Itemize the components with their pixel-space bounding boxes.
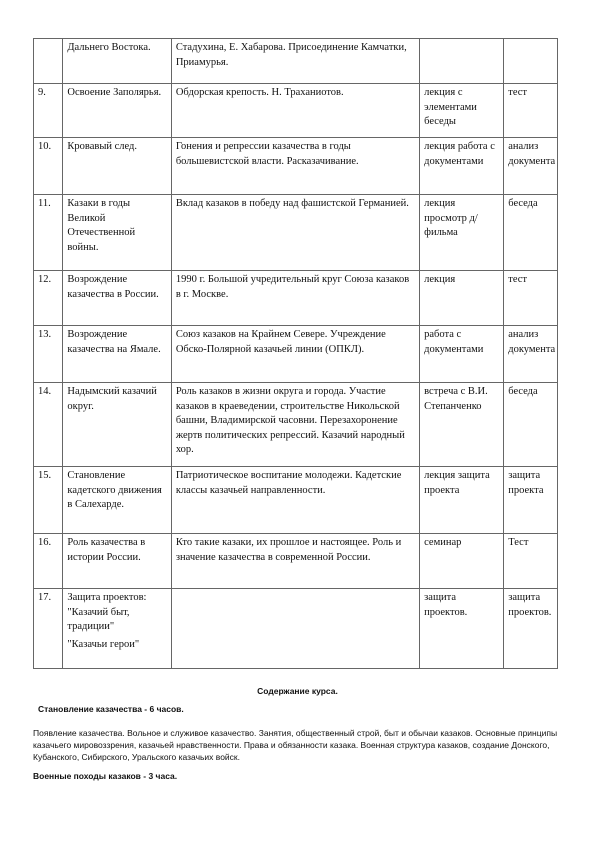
row-topic: Возрождение казачества на Ямале. — [63, 326, 171, 383]
row-content: Гонения и репрессии казачества в годы большевистской власти. Расказачивание. — [171, 138, 419, 195]
row-topic-line: Защита проектов: "Казачий быт, традиции" — [67, 592, 147, 633]
row-form: лекция работа с документами — [420, 138, 504, 195]
row-number: 17. — [34, 589, 63, 669]
row-topic: Становление кадетского движения в Салехарде. — [63, 467, 171, 534]
row-number: 9. — [34, 84, 63, 138]
row-number — [34, 39, 63, 84]
section-paragraph: Появление казачества. Вольное и служивое казачество. Занятия, общественный строй, быт и обычаи казаков. Основные принципы казачьего мировоззрения, казачьей нравственности. Права и обязанности казака. Военная структура казаков, создание Донского, Кубанского, Сибирского, Уральского казачьих войск. — [33, 728, 558, 762]
section-heading: Военные походы казаков - 3 часа. — [33, 771, 178, 781]
row-form: лекция просмотр д/фильма — [420, 195, 504, 271]
row-content: Роль казаков в жизни округа и города. Участие казаков в краеведении, строительстве Никольской башни, Владимирской часовни. Перезахоронение жертв политических репрессий. Казачий народный хор. — [171, 383, 419, 467]
row-content: Обдорская крепость. Н. Траханиотов. — [171, 84, 419, 138]
row-form: семинар — [420, 534, 504, 589]
table-row — [34, 534, 558, 589]
row-control: тест — [504, 271, 558, 326]
row-number: 10. — [34, 138, 63, 195]
row-number: 13. — [34, 326, 63, 383]
course-plan-table — [33, 38, 558, 669]
row-number: 14. — [34, 383, 63, 467]
row-form: встреча с В.И. Степанченко — [420, 383, 504, 467]
row-number: 12. — [34, 271, 63, 326]
row-topic: Возрождение казачества в России. — [63, 271, 171, 326]
row-form: работа с документами — [420, 326, 504, 383]
row-content: Вклад казаков в победу над фашистской Германией. — [171, 195, 419, 271]
row-number: 16. — [34, 534, 63, 589]
row-topic — [63, 589, 171, 669]
row-control: беседа — [504, 195, 558, 271]
row-number: 15. — [34, 467, 63, 534]
row-control: тест — [504, 84, 558, 138]
row-topic: Дальнего Востока. — [63, 39, 171, 84]
row-control — [504, 39, 558, 84]
row-content: 1990 г. Большой учредительный круг Союза казаков в г. Москве. — [171, 271, 419, 326]
row-topic: Казаки в годы Великой Отечественной войны. — [63, 195, 171, 271]
table-row — [34, 138, 558, 195]
row-form: лекция с элементами беседы — [420, 84, 504, 138]
row-control: анализ документа — [504, 138, 558, 195]
row-topic: Освоение Заполярья. — [63, 84, 171, 138]
row-content — [171, 589, 419, 669]
table-row — [34, 467, 558, 534]
row-form — [420, 39, 504, 84]
table-row — [34, 589, 558, 669]
row-topic: Роль казачества в истории России. — [63, 534, 171, 589]
table-row — [34, 271, 558, 326]
row-control: Тест — [504, 534, 558, 589]
row-content: Кто такие казаки, их прошлое и настоящее. Роль и значение казачества в современной России. — [171, 534, 419, 589]
course-content-title: Содержание курса. — [257, 686, 338, 696]
row-content: Союз казаков на Крайнем Севере. Учреждение Обско-Полярной казачьей линии (ОПКЛ). — [171, 326, 419, 383]
row-form: защита проектов. — [420, 589, 504, 669]
row-number: 11. — [34, 195, 63, 271]
table-row — [34, 326, 558, 383]
section-heading: Становление казачества - 6 часов. — [38, 704, 184, 714]
row-control: анализ документа — [504, 326, 558, 383]
row-control: защита проекта — [504, 467, 558, 534]
table-row — [34, 84, 558, 138]
table-row — [34, 383, 558, 467]
row-form: лекция — [420, 271, 504, 326]
row-topic-line: "Казачьи герои" — [67, 638, 140, 650]
row-content: Патриотическое воспитание молодежи. Кадетские классы казачьей направленности. — [171, 467, 419, 534]
row-topic: Кровавый след. — [63, 138, 171, 195]
table-row — [34, 195, 558, 271]
row-content: Стадухина, Е. Хабарова. Присоединение Камчатки, Приамурья. — [171, 39, 419, 84]
row-control: беседа — [504, 383, 558, 467]
row-topic: Надымский казачий округ. — [63, 383, 171, 467]
row-form: лекция защита проекта — [420, 467, 504, 534]
table-row — [34, 39, 558, 84]
row-control: защита проектов. — [504, 589, 558, 669]
